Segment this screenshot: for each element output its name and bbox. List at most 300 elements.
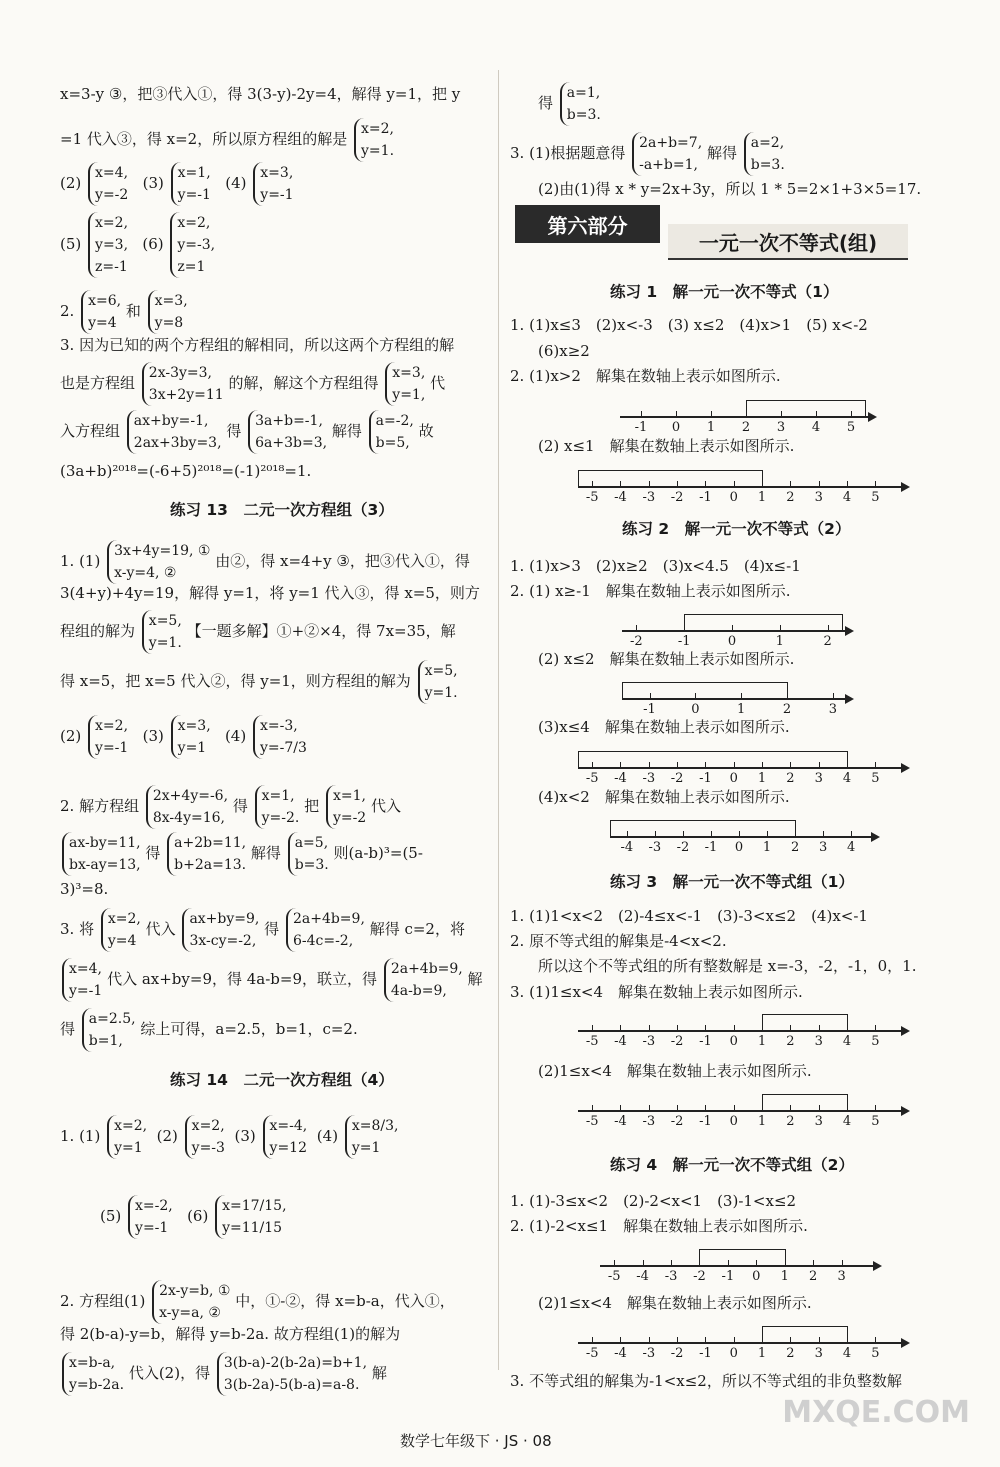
tick-mark [676, 411, 677, 417]
tick-mark [851, 411, 852, 417]
axis-arrow [845, 694, 854, 704]
tick-label: -3 [642, 490, 656, 505]
tick-mark [592, 1105, 593, 1111]
tick-label: 1 [757, 1114, 767, 1129]
solution-range [578, 470, 762, 471]
text-line: 程组的解为 x=5, y=1. 【一题多解】①+②×4，得 7x=35，解 [60, 610, 456, 654]
tick-label: 4 [842, 490, 852, 505]
text-line: 得 2(b-a)-y=b，解得 y=b-2a. 故方程组(1)的解为 [60, 1325, 401, 1343]
range-bound [762, 1326, 763, 1342]
section-heading: 练习 13 二元一次方程组（3） [170, 501, 394, 519]
text-line: (3)x≤4 解集在数轴上表示如图所示. [538, 718, 790, 736]
tick-label: -1 [677, 634, 691, 649]
tick-mark [734, 762, 735, 768]
number-line-axis [620, 416, 875, 418]
tick-mark [851, 831, 852, 837]
tick-label: 2 [741, 420, 751, 435]
tick-mark [734, 1337, 735, 1343]
tick-mark [819, 762, 820, 768]
tick-mark [741, 693, 742, 699]
equation-system: x=-2, y=-1 [128, 1195, 173, 1239]
tick-label: 1 [757, 490, 767, 505]
number-line-axis [622, 698, 852, 700]
equation-system: 2a+b=7, -a+b=1, [632, 132, 702, 176]
range-bound [746, 400, 747, 416]
range-bound [842, 614, 843, 630]
tick-label: 1 [757, 771, 767, 786]
tick-mark [627, 831, 628, 837]
axis-arrow [901, 482, 910, 492]
tick-label: -2 [670, 1034, 684, 1049]
equation-system: x=2, y=1 [107, 1115, 147, 1159]
tick-label: 2 [809, 1269, 818, 1284]
tick-label: 4 [811, 420, 821, 435]
equation-system: 2a+4b=9, 4a-b=9, [384, 958, 463, 1002]
tick-mark [790, 1105, 791, 1111]
tick-mark [649, 1337, 650, 1343]
tick-mark [649, 762, 650, 768]
tick-mark [636, 625, 637, 631]
text-line: (2)1≤x<4 解集在数轴上表示如图所示. [538, 1062, 812, 1080]
tick-label: -2 [693, 1269, 706, 1284]
tick-label: -3 [642, 1114, 656, 1129]
equation-system: a=5, b=3. [288, 832, 329, 876]
text-line: (2)由(1)得 x * y=2x+3y，所以 1 * 5=2×1+3×5=17. [538, 180, 922, 198]
axis-arrow [873, 1261, 882, 1271]
axis-arrow [901, 1106, 910, 1116]
equation-system: a=1, b=3. [560, 82, 601, 126]
equation-system: x=3, y=1 [171, 715, 211, 759]
tick-mark [650, 693, 651, 699]
tick-mark [677, 762, 678, 768]
equation-system: a=-2, b=5, [369, 410, 414, 454]
tick-mark [790, 1337, 791, 1343]
tick-mark [790, 481, 791, 487]
tick-label: 4 [842, 1346, 852, 1361]
tick-label: 3 [814, 1114, 823, 1129]
tick-label: 2 [786, 771, 795, 786]
tick-label: 3 [828, 702, 837, 717]
text-line: 得 a=2.5, b=1, 综上可得，a=2.5，b=1，c=2. [60, 1008, 358, 1052]
equation-system: x=2, y=-1 [88, 715, 128, 759]
solution-range [699, 1249, 784, 1250]
tick-mark [828, 625, 829, 631]
equation-system: 2a+4b=9, 6-4c=-2, [286, 908, 365, 952]
part-title: 一元一次不等式(组) [668, 224, 908, 260]
answer-row: 2. x=6, y=4 和 x=3, y=8 [60, 290, 188, 334]
tick-label: -2 [676, 840, 690, 855]
tick-label: -4 [614, 490, 627, 505]
tick-mark [711, 831, 712, 837]
tick-label: -4 [636, 1269, 649, 1284]
number-line [622, 668, 852, 717]
range-bound [699, 1249, 700, 1265]
tick-label: 0 [729, 1346, 738, 1361]
tick-label: 5 [871, 771, 880, 786]
page-footer: 数学七年级下 · JS · 08 [400, 1432, 552, 1450]
equation-system: x=5, y=1. [142, 610, 182, 654]
equation-system: x=-3, y=-7/3 [253, 715, 307, 759]
tick-label: 3 [776, 420, 786, 435]
equation-system: x=2, y=1. [354, 118, 394, 162]
section-heading: 练习 14 二元一次方程组（4） [170, 1071, 394, 1089]
number-line-axis [622, 630, 852, 632]
tick-mark [734, 1025, 735, 1031]
column-divider [498, 70, 499, 1370]
range-bound [847, 751, 848, 767]
text-line: 1. (1)x>3 (2)x≥2 (3)x<4.5 (4)x≤-1 [510, 557, 801, 575]
tick-label: 5 [871, 1034, 880, 1049]
tick-mark [649, 481, 650, 487]
tick-label: 1 [737, 702, 746, 717]
axis-arrow [901, 1026, 910, 1036]
tick-mark [643, 1260, 644, 1266]
tick-label: 0 [734, 840, 744, 855]
tick-label: 2 [786, 1034, 795, 1049]
number-line [578, 456, 908, 505]
tick-label: -1 [699, 1114, 712, 1129]
tick-mark [734, 1105, 735, 1111]
tick-mark [819, 1025, 820, 1031]
tick-label: 0 [727, 634, 737, 649]
tick-label: 3 [814, 771, 823, 786]
range-bound [610, 820, 611, 836]
tick-mark [620, 762, 621, 768]
equation-system: x=17/15, y=11/15 [215, 1195, 286, 1239]
tick-mark [875, 1105, 876, 1111]
number-line [578, 1080, 908, 1129]
text-line: 所以这个不等式组的所有整数解是 x=-3，-2，-1，0，1. [538, 957, 917, 975]
equation-system: x=6, y=4 [81, 290, 121, 334]
tick-mark [728, 1260, 729, 1266]
text-line: x=b-a, y=b-2a. 代入(2)，得 3(b-a)-2(b-2a)=b+1, 3(b-2a)-5(b-a)=a-8. 解 [60, 1352, 387, 1396]
tick-label: 1 [757, 1346, 767, 1361]
tick-mark [739, 831, 740, 837]
equation-system: x=5, y=1. [418, 660, 458, 704]
text-line: =1 代入③，得 x=2，所以原方程组的解是 x=2, y=1. [60, 118, 394, 162]
tick-mark [813, 1260, 814, 1266]
tick-label: 2 [786, 1346, 795, 1361]
answer-row: (5) x=2, y=3, z=-1 (6) x=2, y=-3, z=1 [60, 212, 215, 278]
axis-arrow [901, 1338, 910, 1348]
tick-label: -5 [585, 490, 599, 505]
number-line [610, 806, 878, 855]
range-bound [762, 1094, 763, 1110]
range-bound [785, 1249, 786, 1265]
text-line: x=4, y=-1 代入 ax+by=9，得 4a-b=9，联立，得 2a+4b=9, 4a-b=9, 解 [60, 958, 483, 1002]
equation-system: ax+by=-1, 2ax+3by=3, [127, 410, 222, 454]
equation-system: x=8/3, y=1 [345, 1115, 399, 1159]
tick-label: 0 [729, 1114, 738, 1129]
tick-label: 5 [846, 420, 856, 435]
text-line: 1. (1) 3x+4y=19, ① x-y=4, ② 由②，得 x=4+y ③，把③代入①，得 [60, 540, 470, 584]
tick-mark [641, 411, 642, 417]
tick-mark [592, 762, 593, 768]
tick-mark [620, 1025, 621, 1031]
tick-label: -5 [585, 1034, 599, 1049]
tick-mark [790, 1025, 791, 1031]
text-line: 2. 方程组(1) 2x-y=b, ① x-y=a, ② 中，①-②，得 x=b-a，代入①， [60, 1280, 455, 1324]
tick-mark [620, 481, 621, 487]
tick-mark [833, 693, 834, 699]
tick-mark [677, 481, 678, 487]
tick-mark [756, 1260, 757, 1266]
equation-system: x=1, y=-2. [255, 785, 300, 829]
range-bound [865, 400, 866, 416]
tick-label: 2 [782, 702, 792, 717]
range-bound [847, 1094, 848, 1110]
tick-label: -1 [699, 490, 712, 505]
number-line-axis [578, 767, 908, 769]
equation-system: a+2b=11, b+2a=13. [167, 832, 246, 876]
text-line: (4)x<2 解集在数轴上表示如图所示. [538, 788, 790, 806]
tick-mark [705, 1025, 706, 1031]
tick-mark [705, 1337, 706, 1343]
text-line: x=3-y ③，把③代入①，得 3(3-y)-2y=4，解得 y=1，把 y [60, 85, 461, 103]
part-banner: 第六部分 [515, 205, 660, 243]
equation-system: x=2, y=-3 [185, 1115, 225, 1159]
equation-system: x=2, y=3, z=-1 [88, 212, 128, 278]
tick-label: -4 [614, 1346, 627, 1361]
text-line: 2. 原不等式组的解集是-4<x<2. [510, 932, 727, 950]
tick-label: 1 [775, 634, 784, 649]
tick-mark [620, 1105, 621, 1111]
number-line [600, 1235, 880, 1284]
tick-mark [683, 831, 684, 837]
tick-label: -5 [607, 1269, 621, 1284]
tick-mark [781, 411, 782, 417]
tick-label: 0 [691, 702, 700, 717]
equation-system: 3a+b=-1, 6a+3b=3, [248, 410, 327, 454]
tick-label: -1 [699, 771, 712, 786]
tick-mark [732, 625, 733, 631]
tick-label: 1 [706, 420, 716, 435]
range-bound [684, 614, 685, 630]
tick-mark [816, 411, 817, 417]
tick-mark [711, 411, 712, 417]
tick-mark [677, 1025, 678, 1031]
tick-label: -3 [648, 840, 662, 855]
text-line: (3a+b)²⁰¹⁸=(-6+5)²⁰¹⁸=(-1)²⁰¹⁸=1. [60, 462, 312, 480]
tick-label: -2 [670, 490, 684, 505]
tick-mark [875, 481, 876, 487]
answer-row: (2) x=2, y=-1 (3) x=3, y=1 (4) x=-3, y=-7/3 [60, 715, 307, 759]
tick-label: 4 [842, 1034, 852, 1049]
equation-system: x=1, y=-2 [326, 785, 366, 829]
text-line: 2. (1)x>2 解集在数轴上表示如图所示. [510, 367, 781, 385]
range-bound [578, 751, 579, 767]
tick-label: 3 [818, 840, 828, 855]
tick-mark [705, 762, 706, 768]
tick-label: -3 [664, 1269, 678, 1284]
equation-system: 3(b-a)-2(b-2a)=b+1, 3(b-2a)-5(b-a)=a-8. [217, 1352, 367, 1396]
equation-system: 2x-y=b, ① x-y=a, ② [152, 1280, 230, 1324]
tick-mark [671, 1260, 672, 1266]
answer-row: (2) x=4, y=-2 (3) x=1, y=-1 (4) x=3, y=-1 [60, 162, 294, 206]
tick-mark [655, 831, 656, 837]
tick-label: -3 [642, 1346, 656, 1361]
section-heading: 练习 1 解一元一次不等式（1） [610, 283, 839, 301]
tick-mark [649, 1025, 650, 1031]
text-line: ax-by=11, bx-ay=13, 得 a+2b=11, b+2a=13. 解得 a=5, b=3. 则(a-b)³=(5- [60, 832, 423, 876]
tick-mark [592, 1025, 593, 1031]
tick-mark [677, 1337, 678, 1343]
number-line-axis [578, 1110, 908, 1112]
range-bound [762, 1014, 763, 1030]
range-bound [578, 470, 579, 486]
tick-label: 5 [871, 1346, 880, 1361]
axis-arrow [901, 763, 910, 773]
tick-label: 5 [871, 1114, 880, 1129]
range-bound [622, 682, 623, 698]
text-line: 3. (1)1≤x<4 解集在数轴上表示如图所示. [510, 983, 803, 1001]
section-heading: 练习 3 解一元一次不等式组（1） [610, 873, 854, 891]
equation-system: a=2, b=3. [744, 132, 785, 176]
number-line [578, 1312, 908, 1361]
tick-label: -3 [642, 771, 656, 786]
tick-mark [705, 481, 706, 487]
tick-mark [592, 1337, 593, 1343]
tick-label: 5 [871, 490, 880, 505]
tick-label: 0 [752, 1269, 761, 1284]
tick-mark [620, 1337, 621, 1343]
answer-row: (5) x=-2, y=-1 (6) x=17/15, y=11/15 [100, 1195, 287, 1239]
solution-range [578, 751, 847, 752]
number-line-axis [578, 1030, 908, 1032]
axis-arrow [871, 832, 880, 842]
text-line: 3)³=8. [60, 880, 109, 898]
tick-label: -5 [585, 1346, 599, 1361]
range-bound [847, 1326, 848, 1342]
tick-label: 2 [786, 490, 795, 505]
tick-mark [762, 762, 763, 768]
tick-label: -2 [670, 1346, 684, 1361]
text-line: 1. (1)x≤3 (2)x<-3 (3) x≤2 (4)x>1 (5) x<-2 [510, 316, 868, 334]
axis-arrow [845, 626, 854, 636]
tick-label: 0 [729, 771, 738, 786]
equation-system: x=-4, y=12 [263, 1115, 308, 1159]
solution-range [622, 682, 787, 683]
tick-mark [695, 693, 696, 699]
solution-range [762, 1094, 847, 1095]
text-line: 3. 不等式组的解集为-1<x≤2，所以不等式组的非负整数解 [510, 1372, 902, 1390]
tick-label: 1 [780, 1269, 789, 1284]
text-line: 入方程组 ax+by=-1, 2ax+3by=3, 得 3a+b=-1, 6a+3b=3, 解得 a=-2, b=5, 故 [60, 410, 434, 454]
range-bound [787, 682, 788, 698]
tick-mark [875, 762, 876, 768]
tick-label: -4 [614, 1034, 627, 1049]
tick-label: 4 [847, 840, 856, 855]
tick-label: 3 [814, 490, 823, 505]
text-line: 1. (1)1<x<2 (2)-4≤x<-1 (3)-3<x≤2 (4)x<-1 [510, 907, 868, 925]
tick-label: -2 [670, 771, 684, 786]
equation-system: x=1, y=-1 [171, 162, 211, 206]
text-line: (2)1≤x<4 解集在数轴上表示如图所示. [538, 1294, 812, 1312]
tick-mark [790, 762, 791, 768]
text-line: 1. (1)-3≤x<2 (2)-2<x<1 (3)-1<x≤2 [510, 1192, 797, 1210]
equation-system: x=3, y=1, [385, 362, 425, 406]
range-bound [795, 820, 796, 836]
tick-label: 4 [842, 771, 852, 786]
tick-mark [780, 625, 781, 631]
tick-mark [847, 481, 848, 487]
text-line: (2) x≤2 解集在数轴上表示如图所示. [538, 650, 795, 668]
tick-mark [649, 1105, 650, 1111]
tick-mark [677, 1105, 678, 1111]
tick-mark [592, 481, 593, 487]
tick-label: 2 [823, 634, 832, 649]
equation-system: x=3, y=-1 [253, 162, 293, 206]
solution-range [746, 400, 865, 401]
tick-label: 3 [814, 1034, 823, 1049]
tick-label: -4 [620, 840, 634, 855]
equation-system: 3x+4y=19, ① x-y=4, ② [107, 540, 210, 584]
tick-mark [734, 481, 735, 487]
equation-system: 2x+4y=-6, 8x-4y=16, [146, 785, 228, 829]
text-line: 2. (1) x≥-1 解集在数轴上表示如图所示. [510, 582, 791, 600]
text-line: 2. (1)-2<x≤1 解集在数轴上表示如图所示. [510, 1217, 808, 1235]
equation-system: ax-by=11, bx-ay=13, [62, 832, 141, 876]
number-line [578, 1000, 908, 1049]
solution-range [684, 614, 842, 615]
tick-label: -1 [699, 1346, 712, 1361]
tick-label: -1 [721, 1269, 735, 1284]
tick-mark [823, 831, 824, 837]
text-line: 2. 解方程组 2x+4y=-6, 8x-4y=16, 得 x=1, y=-2. 把 x=1, y=-2 代入 [60, 785, 401, 829]
tick-label: 4 [842, 1114, 852, 1129]
text-line: 3. (1)根据题意得 2a+b=7, -a+b=1, 解得 a=2, b=3. [510, 132, 785, 176]
equation-system: x=2, y=-3, z=1 [170, 212, 215, 278]
text-line: 3(4+y)+4y=19，解得 y=1，将 y=1 代入③，得 x=5，则方 [60, 584, 480, 602]
tick-mark [842, 1260, 843, 1266]
number-line-axis [610, 836, 878, 838]
tick-mark [767, 831, 768, 837]
tick-label: -2 [630, 634, 643, 649]
equation-system: x=4, y=-2 [88, 162, 128, 206]
tick-label: 0 [729, 1034, 738, 1049]
equation-system: x=b-a, y=b-2a. [62, 1352, 124, 1396]
tick-label: 3 [837, 1269, 846, 1284]
tick-label: -1 [643, 702, 656, 717]
tick-label: -1 [699, 1034, 712, 1049]
tick-mark [819, 1337, 820, 1343]
tick-label: -4 [614, 771, 627, 786]
tick-label: 0 [671, 420, 681, 435]
solution-range [762, 1326, 847, 1327]
text-line: (6)x≥2 [538, 342, 590, 360]
section-heading: 练习 2 解一元一次不等式（2） [622, 520, 851, 538]
tick-label: 1 [757, 1034, 767, 1049]
tick-mark [614, 1260, 615, 1266]
tick-label: -5 [585, 771, 599, 786]
text-line: 得 a=1, b=3. [538, 82, 601, 126]
tick-label: 1 [762, 840, 772, 855]
tick-label: -1 [704, 840, 718, 855]
text-line: (2) x≤1 解集在数轴上表示如图所示. [538, 437, 795, 455]
tick-mark [875, 1025, 876, 1031]
equation-system: 2x-3y=3, 3x+2y=11 [142, 362, 224, 406]
tick-mark [819, 481, 820, 487]
equation-system: x=4, y=-1 [62, 958, 102, 1002]
tick-label: -1 [634, 420, 648, 435]
tick-label: -5 [585, 1114, 599, 1129]
range-bound [847, 1014, 848, 1030]
tick-label: 3 [814, 1346, 823, 1361]
text-line: 3. 将 x=2, y=4 代入 ax+by=9, 3x-cy=-2, 得 2a+4b=9, 6-4c=-2, 解得 c=2，将 [60, 908, 465, 952]
tick-label: -4 [614, 1114, 627, 1129]
tick-mark [819, 1105, 820, 1111]
number-line-axis [578, 1342, 908, 1344]
